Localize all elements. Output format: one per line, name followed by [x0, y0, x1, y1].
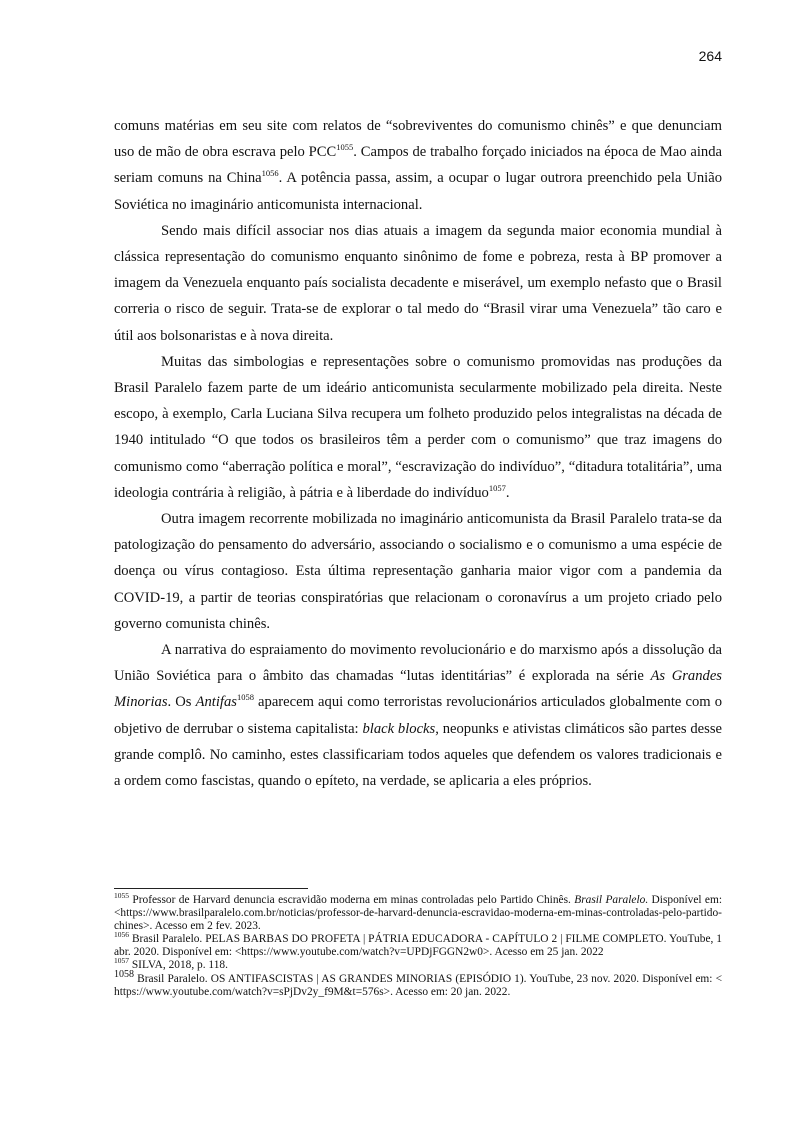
footnote-number: 1056: [114, 930, 129, 940]
footnote-1058: [114, 968, 722, 999]
footnote-text: Brasil Paralelo. PELAS BARBAS DO PROFETA | PÁTRIA EDUCADORA - CAPÍTULO 2 | FILME COMPLETO. YouTube, 1 abr. 2020. Disponível em: <https://www.youtube.com/watch?v=UPDjFGGN2w0>. Acesso em 25 jan. 2022: [114, 933, 722, 959]
paragraph-text: .: [505, 484, 510, 501]
footnote-source: Brasil Paralelo.: [574, 894, 649, 906]
footnote-ref-1057[interactable]: 1057: [488, 482, 506, 493]
footnote-ref-1056[interactable]: 1056: [261, 168, 279, 179]
footnote-ref-1055[interactable]: 1055: [336, 142, 354, 153]
series-title: As Grandes Minorias: [114, 668, 722, 711]
paragraph-5: [114, 637, 722, 794]
footnote-separator: [114, 888, 308, 889]
paragraph-text: comuns matérias em seu site com relatos de “sobreviventes do comunismo chinês” e que denunciam uso de mão de obra escrava pelo PCC: [114, 118, 722, 161]
paragraph-1: [114, 113, 722, 218]
footnotes: [114, 891, 723, 999]
footnote-text: Brasil Paralelo. OS ANTIFASCISTAS | AS GRANDES MINORIAS (EPISÓDIO 1). YouTube, 23 nov. 2020. Disponível em: <https://www.youtube.com/watch?v=sPjDv2y_f9M&t=576s>. Acesso em: 20 jan. 2022.: [114, 972, 722, 998]
page-number: 264: [698, 48, 722, 64]
footnote-text: Disponível em: <https://www.brasilparalelo.com.br/noticias/professor-de-harvard-denuncia-escravidao-moderna-em-minas-controladas-pelo-partido-chines>. Acesso em 2 fev. 2023.: [114, 894, 723, 933]
footnote-1055: [114, 891, 723, 933]
paragraph-text: Muitas das simbologias e representações sobre o comunismo promovidas nas produções da Brasil Paralelo fazem parte de um ideário anticomunista secularmente mobilizado pela direita. Neste escopo, à exemplo, Carla Luciana Silva recupera um folheto produzido pelos integralistas na década de 1940 intitulado “O que todos os brasileiros têm a perder com o comunismo” que traz imagens do comunismo como “aberração política e moral”, “escravização do indivíduo”, “ditadura totalitária”, uma ideologia contrária à religião, à pátria e à liberdade do indivíduo: [114, 353, 722, 501]
footnote-text: SILVA, 2018, p. 118.: [129, 959, 228, 972]
footnote-text: Professor de Harvard denuncia escravidão moderna em minas controladas pelo Partido Chinês.: [129, 894, 575, 906]
black-blocks-term: black blocks: [362, 720, 436, 737]
footnote-ref-1058[interactable]: 1058: [236, 692, 254, 703]
antifas-term: Antifas: [195, 694, 237, 711]
paragraph-text: . Os: [167, 694, 196, 711]
paragraph-4: Outra imagem recorrente mobilizada no imaginário anticomunista da Brasil Paralelo trata-se da patologização do pensamento do adversário, associando o socialismo e o comunismo a uma espécie de doença ou vírus contagioso. Esta última representação ganharia maior vigor com a pandemia da COVID-19, a partir de teorias conspiratórias que relacionam o coronavírus a um projeto criado pelo governo comunista chinês.: [114, 511, 722, 632]
paragraph-text: , neopunks e ativistas climáticos são partes desse grande complô. No caminho, estes classificariam todos aqueles que defendem os valores tradicionais e a ordem como fascistas, quando o epíteto, na verdade, se aplicaria a eles próprios.: [114, 720, 722, 790]
paragraph-3: [114, 349, 722, 506]
paragraph-text: . Campos de trabalho forçado iniciados na época de Mao ainda seriam comuns na China: [114, 144, 722, 187]
paragraph-text: aparecem aqui como terroristas revolucionários articulados globalmente com o objetivo de derrubar o sistema capitalista:: [114, 694, 722, 737]
body-text: [114, 113, 722, 794]
paragraph-text: . A potência passa, assim, a ocupar o lugar outrora preenchido pela União Soviética no imaginário anticomunista internacional.: [114, 170, 722, 213]
footnote-1056: [114, 930, 722, 959]
footnote-number: 1058: [114, 968, 134, 980]
paragraph-text: A narrativa do espraiamento do movimento revolucionário e do marxismo após a dissolução da União Soviética para o âmbito das chamadas “lutas identitárias” é explorada na série: [114, 642, 722, 685]
paragraph-2: Sendo mais difícil associar nos dias atuais a imagem da segunda maior economia mundial à clássica representação do comunismo enquanto sinônimo de fome e pobreza, resta à BP promover a imagem da Venezuela enquanto país socialista decadente e miserável, um exemplo nefasto que o Brasil correria o risco de seguir. Trata-se de explorar o tal medo do “Brasil virar uma Venezuela” tão caro e útil aos bolsonaristas e à nova direita.: [114, 222, 722, 344]
footnote-number: 1057: [114, 956, 129, 966]
footnote-1057: [114, 956, 722, 972]
footnote-number: 1055: [114, 891, 129, 901]
